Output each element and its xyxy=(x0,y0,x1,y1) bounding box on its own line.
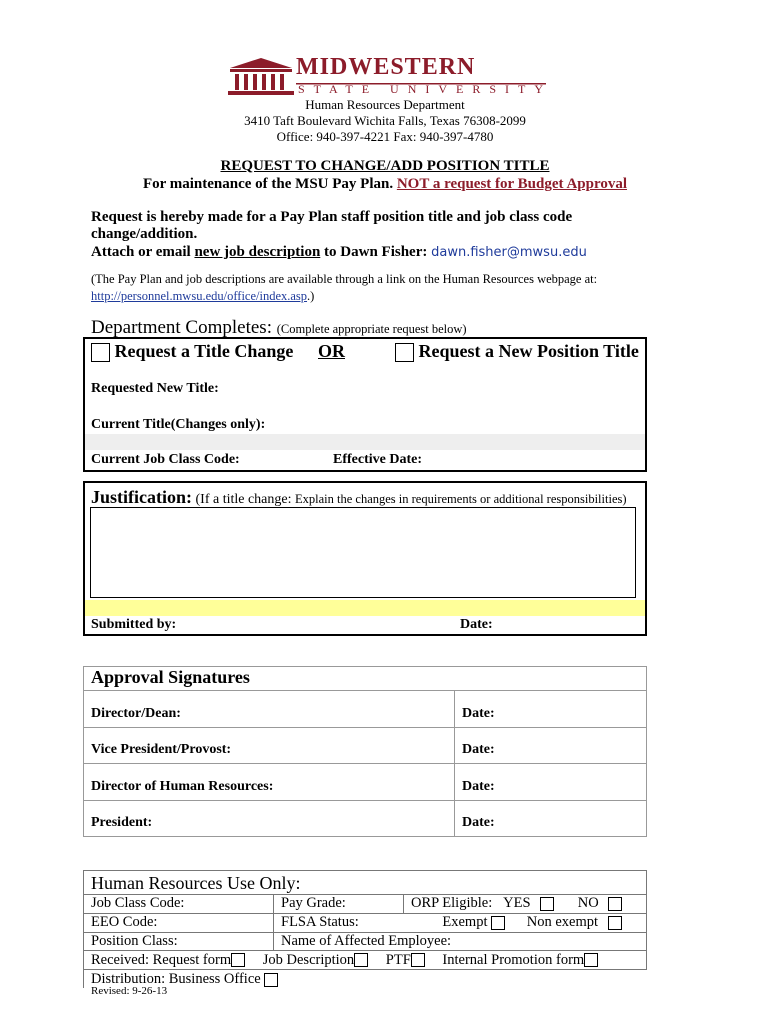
signature-field[interactable]: Director of Human Resources: xyxy=(84,764,455,801)
exempt-label: Exempt xyxy=(442,914,488,931)
ptf-label: PTF xyxy=(385,951,411,968)
phone-fax: Office: 940-397-4221 Fax: 940-397-4780 xyxy=(276,129,494,144)
form-subtitle xyxy=(0,176,770,193)
ptf-checkbox[interactable] xyxy=(411,953,425,967)
title-change-option xyxy=(91,341,293,362)
table-row xyxy=(84,895,647,914)
date-field[interactable]: Date: xyxy=(455,800,647,837)
justification-note-2: Explain the changes in requirements or additional responsibilities) xyxy=(295,492,627,506)
approval-signatures-table xyxy=(83,666,647,837)
request-form-checkbox[interactable] xyxy=(231,953,245,967)
dept-heading: Department Completes: xyxy=(91,317,277,338)
business-office-checkbox[interactable] xyxy=(264,973,278,987)
logo-subtitle: STATE UNIVERSITY xyxy=(298,82,553,96)
table-row xyxy=(84,913,647,932)
position-class-field[interactable]: Position Class: xyxy=(84,932,274,951)
table-row xyxy=(84,951,647,970)
field-shading xyxy=(85,434,645,450)
orp-eligible-label: ORP Eligible: xyxy=(411,895,493,912)
current-title-field[interactable]: Current Title(Changes only): xyxy=(91,417,266,432)
job-description-checkbox[interactable] xyxy=(354,953,368,967)
non-exempt-label: Non exempt xyxy=(526,914,599,931)
job-description-label: Job Description xyxy=(262,951,355,968)
subtitle-warning: NOT a request for Budget Approval xyxy=(396,176,628,192)
justification-textarea[interactable] xyxy=(90,507,636,598)
or-label: OR xyxy=(318,341,345,361)
yes-label: YES xyxy=(503,895,531,912)
signature-field[interactable]: Vice President/Provost: xyxy=(84,727,455,764)
justification-label: Justification: xyxy=(91,487,192,507)
table-row xyxy=(84,800,647,837)
date-field[interactable]: Date: xyxy=(455,691,647,728)
new-position-label: Request a New Position Title xyxy=(418,341,639,361)
current-job-class-field[interactable]: Current Job Class Code: xyxy=(91,452,240,467)
email-link[interactable]: dawn.fisher@mwsu.edu xyxy=(431,245,587,260)
dept-heading-note: (Complete appropriate request below) xyxy=(276,322,467,336)
hr-use-only-table xyxy=(83,870,647,988)
submitted-date-field[interactable]: Date: xyxy=(460,617,493,632)
justification-heading xyxy=(91,487,627,508)
received-label: Received: Request form xyxy=(91,951,232,968)
affected-employee-field[interactable]: Name of Affected Employee: xyxy=(274,932,647,951)
flsa-status-label: FLSA Status: xyxy=(281,914,359,931)
table-row xyxy=(84,764,647,801)
internal-promotion-label: Internal Promotion form xyxy=(442,951,585,968)
no-label: NO xyxy=(577,895,599,912)
address: 3410 Taft Boulevard Wichita Falls, Texas 76308-2099 xyxy=(244,113,526,128)
orp-yes-checkbox[interactable] xyxy=(540,897,554,911)
info-note-link-line xyxy=(91,289,314,304)
job-class-code-field[interactable]: Job Class Code: xyxy=(84,895,274,914)
attach-instructions xyxy=(91,244,587,261)
signature-field[interactable]: President: xyxy=(84,800,455,837)
internal-promotion-checkbox[interactable] xyxy=(584,953,598,967)
distribution-cell xyxy=(84,970,647,989)
eeo-code-field[interactable]: EEO Code: xyxy=(84,913,274,932)
table-row xyxy=(84,727,647,764)
attach-text: Attach or email xyxy=(91,244,195,260)
form-title: REQUEST TO CHANGE/ADD POSITION TITLE xyxy=(220,158,550,174)
logo-wordmark: MIDWESTERN xyxy=(296,54,476,80)
request-statement: Request is hereby made for a Pay Plan staff position title and job class code change/addition. xyxy=(91,209,573,242)
hr-use-heading: Human Resources Use Only: xyxy=(84,871,647,895)
distribution-label: Distribution: Business Office xyxy=(91,970,261,987)
justification-note: (If a title change: xyxy=(192,492,296,507)
webpage-link[interactable]: http://personnel.mwsu.edu/office/index.asp xyxy=(91,289,308,303)
signature-field[interactable]: Director/Dean: xyxy=(84,691,455,728)
received-cell xyxy=(84,951,647,970)
non-exempt-checkbox[interactable] xyxy=(608,916,622,930)
pay-grade-field[interactable]: Pay Grade: xyxy=(274,895,404,914)
highlight-strip xyxy=(85,600,645,616)
effective-date-field[interactable]: Effective Date: xyxy=(333,452,423,467)
title-change-label: Request a Title Change xyxy=(114,341,294,361)
title-change-checkbox[interactable] xyxy=(91,343,110,362)
requested-new-title-field[interactable]: Requested New Title: xyxy=(91,381,219,396)
new-position-option xyxy=(395,341,639,362)
revision-date: Revised: 9-26-13 xyxy=(91,985,168,997)
exempt-checkbox[interactable] xyxy=(491,916,505,930)
approval-heading: Approval Signatures xyxy=(84,667,647,691)
department-name: Human Resources Department xyxy=(305,97,465,112)
subtitle-text: For maintenance of the MSU Pay Plan. xyxy=(142,176,397,192)
department-section-heading xyxy=(91,317,467,339)
orp-no-checkbox[interactable] xyxy=(608,897,622,911)
table-row xyxy=(84,691,647,728)
table-row xyxy=(84,932,647,951)
new-position-checkbox[interactable] xyxy=(395,343,414,362)
flsa-status-cell xyxy=(274,913,647,932)
note-end: .) xyxy=(307,289,315,303)
attach-text-2: to Dawn Fisher: xyxy=(320,244,432,260)
submitted-by-field[interactable]: Submitted by: xyxy=(91,617,177,632)
attach-emphasis: new job description xyxy=(194,244,321,260)
date-field[interactable]: Date: xyxy=(455,727,647,764)
info-note: (The Pay Plan and job descriptions are available through a link on the Human Resources webpage at: xyxy=(91,272,598,286)
date-field[interactable]: Date: xyxy=(455,764,647,801)
orp-eligible-cell xyxy=(404,895,647,914)
table-row xyxy=(84,970,647,989)
